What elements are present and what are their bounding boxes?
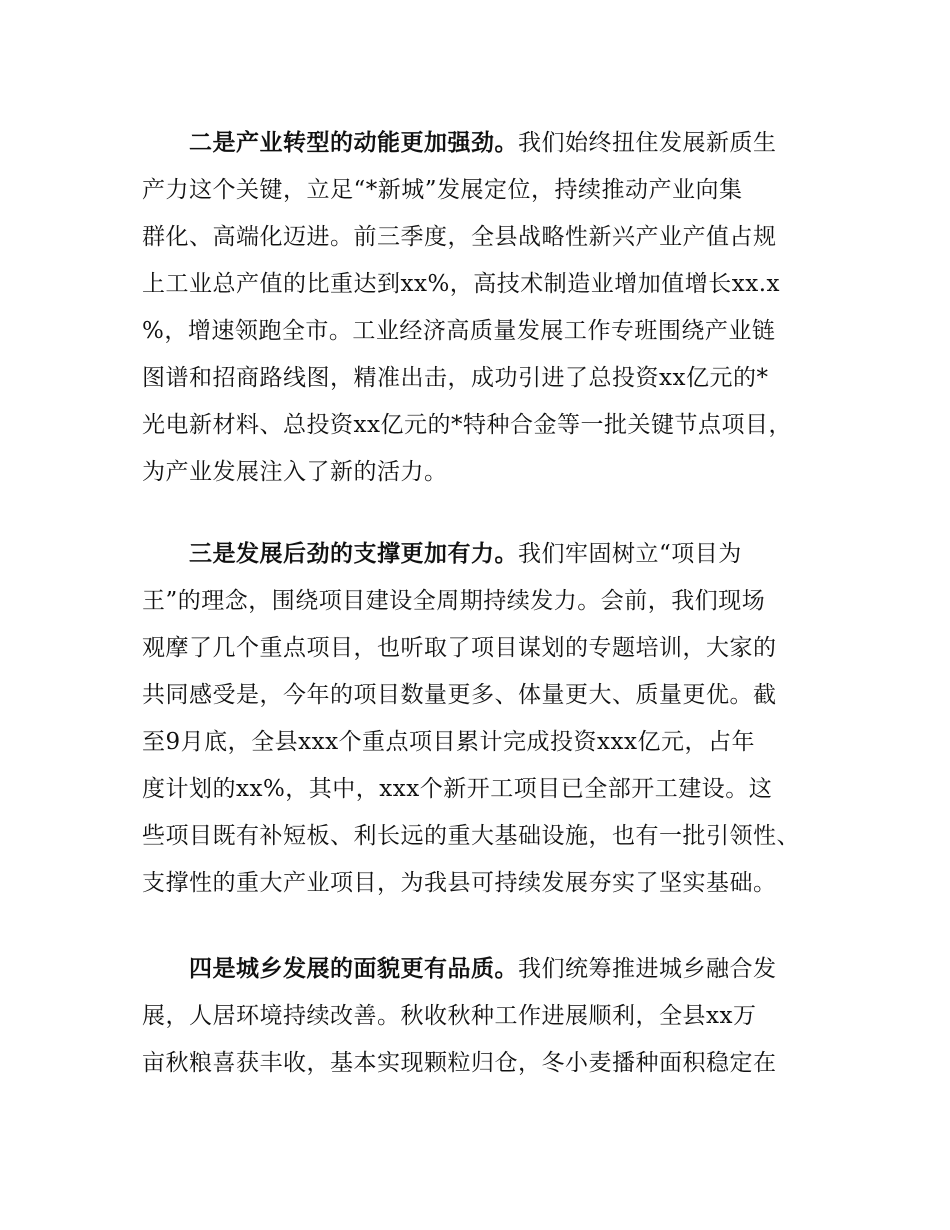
paragraph-text-line: 共同感受是，今年的项目数量更多、体量更大、质量更优。截: [142, 682, 777, 708]
paragraph-text-line: 光电新材料、总投资xx亿元的*特种合金等一批关键节点项目，: [142, 412, 792, 438]
paragraph-text-line: 群化、高端化迈进。前三季度，全县战略性新兴产业产值占规: [142, 224, 777, 250]
paragraph-text-line: 王”的理念，围绕项目建设全周期持续发力。会前，我们现场: [142, 588, 766, 614]
paragraph-text-line: 至9月底，全县xxx个重点项目累计完成投资xxx亿元，占年: [142, 729, 755, 755]
paragraph-text-line: 展，人居环境持续改善。秋收秋种工作进展顺利，全县xx万: [142, 1003, 757, 1029]
paragraph-text-line: 亩秋粮喜获丰收，基本实现颗粒归仓，冬小麦播种面积稳定在: [142, 1050, 777, 1076]
paragraph-urban-rural: [142, 946, 822, 1087]
paragraph-development-momentum: [142, 531, 822, 907]
paragraph-text: 我们统筹推进城乡融合发: [518, 956, 777, 982]
paragraph-lead-heading: 二是产业转型的动能更加强劲。: [189, 130, 518, 156]
paragraph-text-line: 观摩了几个重点项目，也听取了项目谋划的专题培训，大家的: [142, 635, 777, 661]
paragraph-first-line: [142, 531, 822, 578]
paragraph-first-line: [142, 120, 822, 167]
paragraph-text-line: 些项目既有补短板、利长远的重大基础设施，也有一批引领性、: [142, 823, 800, 849]
paragraph-industry-transformation: [142, 120, 822, 496]
paragraph-text-line: %，增速领跑全市。工业经济高质量发展工作专班围绕产业链: [142, 318, 776, 344]
paragraph-text-line: 图谱和招商路线图，精准出击，成功引进了总投资xx亿元的*: [142, 365, 769, 391]
paragraph-text: 我们始终扭住发展新质生: [518, 130, 777, 156]
paragraph-text-line: 支撑性的重大产业项目，为我县可持续发展夯实了坚实基础。: [142, 870, 777, 896]
paragraph-text-line: 为产业发展注入了新的活力。: [142, 459, 448, 485]
paragraph-text-line: 产力这个关键，立足“*新城”发展定位，持续推动产业向集: [142, 177, 743, 203]
paragraph-text-line: 上工业总产值的比重达到xx%，高技术制造业增加值增长xx.x: [142, 271, 781, 297]
paragraph-lead-heading: 四是城乡发展的面貌更有品质。: [189, 956, 518, 982]
paragraph-text: 我们牢固树立“项目为: [518, 541, 742, 567]
paragraph-first-line: [142, 946, 822, 993]
paragraph-text-line: 度计划的xx%，其中，xxx个新开工项目已全部开工建设。这: [142, 776, 773, 802]
paragraph-lead-heading: 三是发展后劲的支撑更加有力。: [189, 541, 518, 567]
